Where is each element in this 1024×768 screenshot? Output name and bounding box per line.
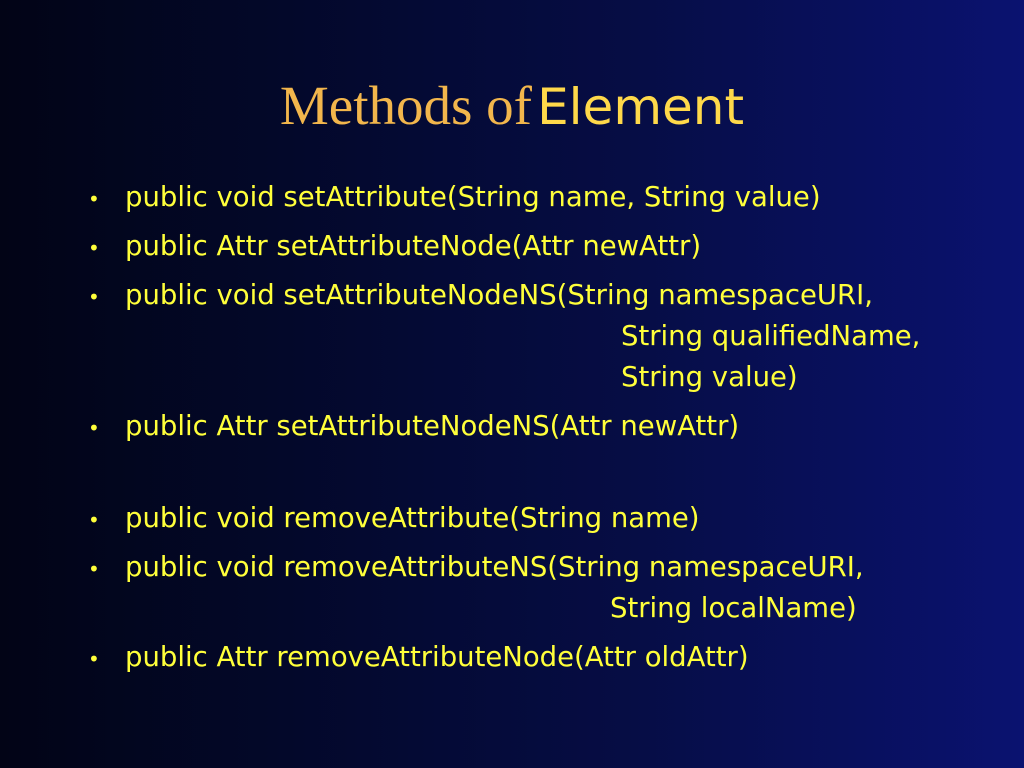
list-item-set-attribute-node: public Attr setAttributeNode(Attr newAttr) [125,230,702,262]
list-item-set-attribute-node-ns-line2: String qualifiedName, [621,320,921,352]
list-item-set-attribute: public void setAttribute(String name, String value) [125,181,821,213]
title-text-serif: Methods of [279,75,532,136]
list-item-set-attribute-node-ns-line3: String value) [621,361,798,393]
bullet-marker: • [88,647,100,671]
bullet-marker: • [88,508,100,532]
bullet-marker: • [88,416,100,440]
bullet-marker: • [88,557,100,581]
list-item-remove-attribute-node: public Attr removeAttributeNode(Attr oldAttr) [125,641,749,673]
bullet-marker: • [88,236,100,260]
list-item-set-attribute-node-ns-attr: public Attr setAttributeNodeNS(Attr newAttr) [125,410,740,442]
list-item-remove-attribute-ns-line2: String localName) [610,592,857,624]
list-item-remove-attribute: public void removeAttribute(String name) [125,502,700,534]
bullet-marker: • [88,187,100,211]
list-item-set-attribute-node-ns-line1: public void setAttributeNodeNS(String namespaceURI, [125,279,873,311]
title-text-element: Element [537,78,745,136]
list-item-remove-attribute-ns-line1: public void removeAttributeNS(String namespaceURI, [125,551,864,583]
bullet-marker: • [88,285,100,309]
